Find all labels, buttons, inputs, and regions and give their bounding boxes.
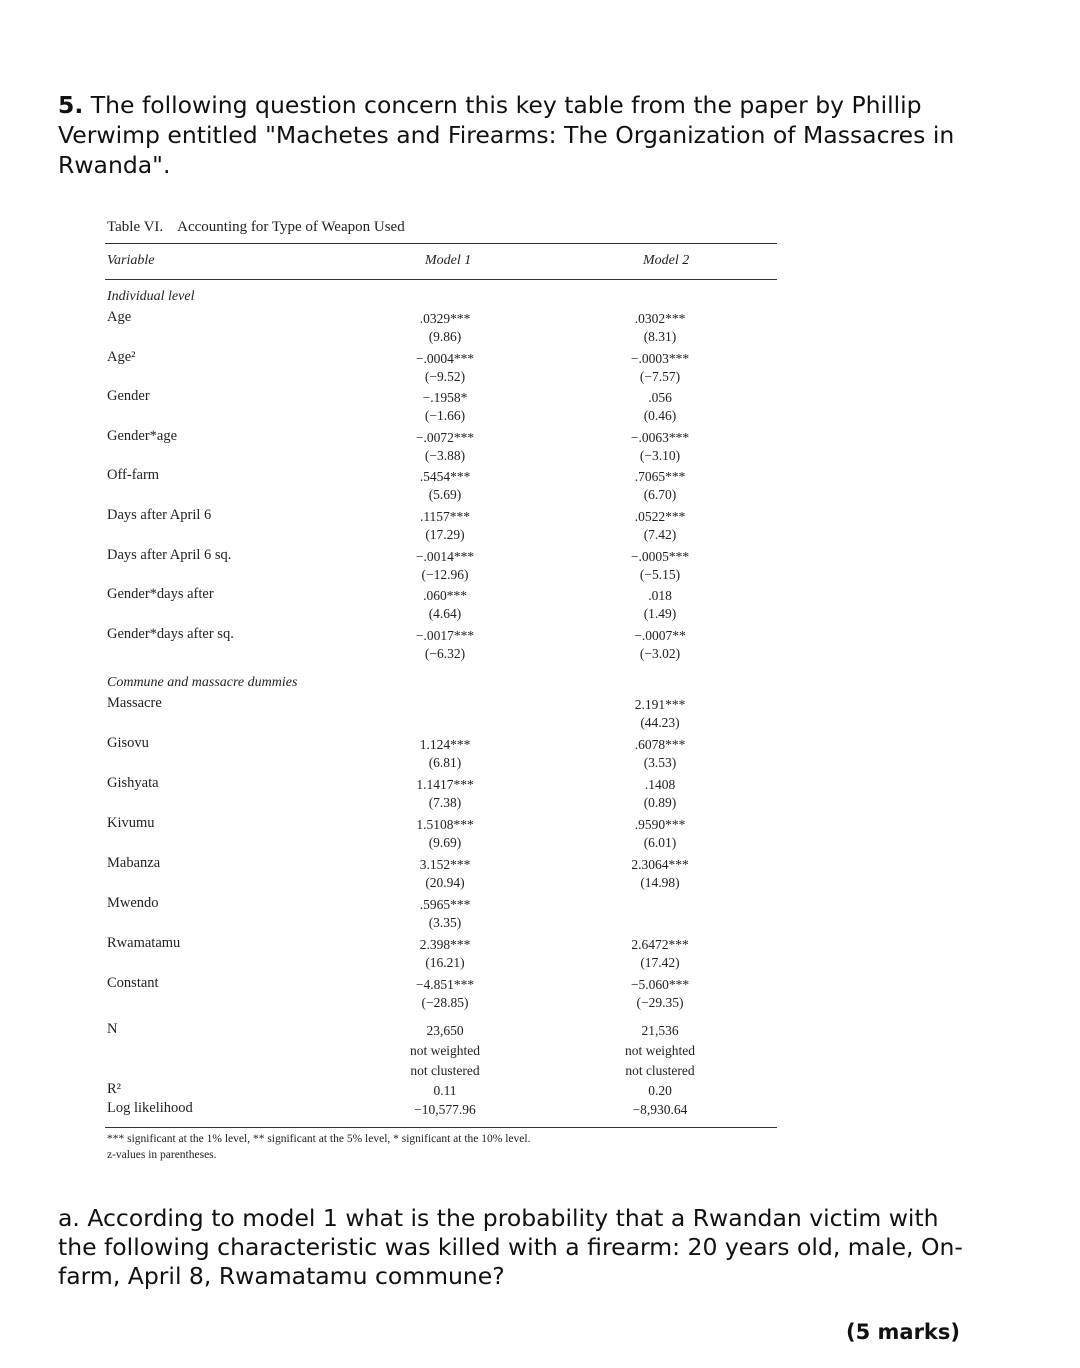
model2-zvalue: (−7.57)	[639, 368, 681, 384]
model2-coefficient: −5.060***	[630, 977, 690, 992]
row-label: Gender*age	[107, 427, 178, 444]
model1-coefficient: .5454***	[419, 469, 471, 485]
model1-zvalue: (−28.85)	[421, 995, 469, 1010]
model2-zvalue: (−29.35)	[636, 995, 684, 1010]
model2-zvalue: (6.01)	[643, 835, 677, 850]
clustered-model1: not clustered	[410, 1063, 480, 1078]
row-label: Mabanza	[107, 855, 161, 871]
section-individual-level: Individual level	[107, 289, 195, 304]
model2-coefficient: −.0063***	[630, 429, 690, 445]
row-label: Massacre	[107, 695, 162, 711]
model2-coefficient: .056	[648, 390, 672, 406]
model2-coefficient: 2.191***	[634, 697, 686, 712]
model2-zvalue: (44.23)	[640, 715, 680, 730]
row-label: Age²	[107, 348, 136, 365]
model1-coefficient: .1157***	[419, 509, 471, 524]
zvalues-note: z-values in parentheses.	[107, 1149, 217, 1161]
row-label: Gisovu	[107, 735, 149, 751]
model2-zvalue: (−3.10)	[639, 447, 681, 463]
model2-zvalue: (0.46)	[643, 408, 677, 424]
model1-zvalue: (20.94)	[425, 875, 465, 890]
model1-coefficient: .0329***	[419, 311, 471, 326]
model1-coefficient: −.0017***	[415, 627, 475, 643]
row-label: Gender	[107, 388, 150, 405]
model2-zvalue: (−3.02)	[639, 645, 681, 661]
row-label: Days after April 6 sq.	[107, 546, 232, 563]
loglik-model1: −10,577.96	[414, 1102, 476, 1117]
n-model2: 21,536	[641, 1023, 679, 1038]
weighted-model2: not weighted	[624, 1043, 696, 1058]
row-label: Days after April 6	[107, 507, 212, 523]
row-label: Gender*days after sq.	[107, 625, 234, 642]
model1-coefficient: 1.1417***	[416, 777, 474, 792]
model2-zvalue: (3.53)	[643, 755, 677, 770]
table-caption-label: Table VI.	[107, 219, 164, 235]
model2-zvalue: (14.98)	[640, 875, 680, 890]
model2-coefficient: .7065***	[634, 469, 686, 485]
row-label: Constant	[107, 975, 159, 991]
header-model2: Model 2	[643, 253, 690, 268]
section-commune-dummies: Commune and massacre dummies	[107, 675, 298, 690]
significance-note: *** significant at the 1% level, ** significant at the 5% level, * significant at the 10% level.	[107, 1133, 531, 1145]
model1-zvalue: (16.21)	[425, 955, 465, 970]
r2-label: R²	[107, 1081, 122, 1097]
n-label: N	[107, 1021, 118, 1037]
header-variable: Variable	[107, 253, 155, 268]
model1-zvalue: (17.29)	[425, 527, 465, 542]
model1-zvalue: (9.69)	[428, 835, 462, 850]
row-label: Off-farm	[107, 467, 160, 484]
table-header-rule	[105, 279, 777, 280]
subquestion-a: a. According to model 1 what is the probability that a Rwandan victim with the following characteristic was killed with a firearm: 20 years old, male, On-farm, April 8, Rwamatamu commune?	[58, 1204, 963, 1290]
r2-model1: 0.11	[433, 1083, 457, 1098]
header-model1: Model 1	[425, 253, 472, 268]
model2-zvalue: (−5.15)	[639, 566, 681, 582]
model2-coefficient: .6078***	[634, 737, 686, 752]
model1-coefficient: 2.398***	[419, 937, 471, 952]
model1-zvalue: (6.81)	[428, 755, 462, 770]
model2-coefficient: .9590***	[634, 817, 686, 832]
model2-coefficient: 2.6472***	[631, 937, 689, 952]
model1-zvalue: (−1.66)	[424, 408, 466, 424]
model2-coefficient: .1408	[644, 777, 676, 792]
row-label: Kivumu	[107, 815, 155, 831]
table-caption	[107, 219, 405, 236]
model1-coefficient: .060***	[423, 588, 467, 604]
marks-label: (5 marks)	[846, 1320, 960, 1344]
model2-coefficient: −.0007**	[634, 627, 686, 643]
model2-coefficient: .0522***	[634, 509, 686, 524]
model1-coefficient: .5965***	[419, 897, 471, 912]
model2-zvalue: (0.89)	[643, 795, 677, 810]
loglik-model2: −8,930.64	[632, 1102, 688, 1117]
model2-zvalue: (7.42)	[643, 527, 677, 542]
model2-coefficient: 2.3064***	[631, 857, 689, 872]
clustered-model2: not clustered	[625, 1063, 695, 1078]
model2-zvalue: (17.42)	[640, 955, 680, 970]
model1-coefficient: −.1958*	[422, 390, 468, 406]
model1-zvalue: (−6.32)	[424, 645, 466, 661]
row-label: Rwamatamu	[107, 935, 181, 951]
row-label: Gender*days after	[107, 586, 214, 603]
model1-zvalue: (9.86)	[428, 329, 462, 344]
model2-coefficient: .0302***	[634, 311, 686, 326]
loglik-label: Log likelihood	[107, 1100, 193, 1116]
model1-coefficient: −.0014***	[415, 548, 475, 564]
model2-zvalue: (1.49)	[643, 606, 677, 622]
model2-zvalue: (8.31)	[643, 329, 677, 344]
model2-coefficient: −.0003***	[630, 350, 690, 366]
model1-zvalue: (3.35)	[428, 915, 462, 930]
row-label: Age	[107, 309, 132, 325]
table-bottom-rule	[105, 1127, 777, 1128]
model1-coefficient: 1.124***	[419, 737, 471, 752]
question-body: The following question concern this key table from the paper by Phillip Verwimp entitled "Machetes and Firearms: The Organization of Massacres in Rwanda".	[58, 91, 955, 179]
model1-zvalue: (4.64)	[428, 606, 462, 622]
n-model1: 23,650	[426, 1023, 464, 1038]
model1-coefficient: −.0072***	[415, 429, 475, 445]
model2-coefficient: −.0005***	[630, 548, 690, 564]
r2-model2: 0.20	[648, 1083, 672, 1098]
question-text	[58, 90, 1018, 180]
model1-zvalue: (−9.52)	[424, 368, 466, 384]
model1-coefficient: −4.851***	[415, 977, 475, 992]
table-top-rule	[105, 243, 777, 244]
model2-zvalue: (6.70)	[643, 487, 677, 503]
question-number: 5.	[58, 91, 84, 119]
model1-zvalue: (5.69)	[428, 487, 462, 503]
model2-coefficient: .018	[648, 588, 672, 604]
model1-zvalue: (7.38)	[428, 795, 462, 810]
model1-coefficient: 1.5108***	[416, 817, 474, 832]
row-label: Mwendo	[107, 895, 159, 911]
row-label: Gishyata	[107, 775, 159, 791]
model1-coefficient: 3.152***	[419, 857, 471, 872]
model1-zvalue: (−3.88)	[424, 447, 466, 463]
model1-coefficient: −.0004***	[415, 350, 475, 366]
weighted-model1: not weighted	[409, 1043, 481, 1058]
model1-zvalue: (−12.96)	[421, 566, 469, 582]
table-caption-title: Accounting for Type of Weapon Used	[177, 219, 405, 235]
